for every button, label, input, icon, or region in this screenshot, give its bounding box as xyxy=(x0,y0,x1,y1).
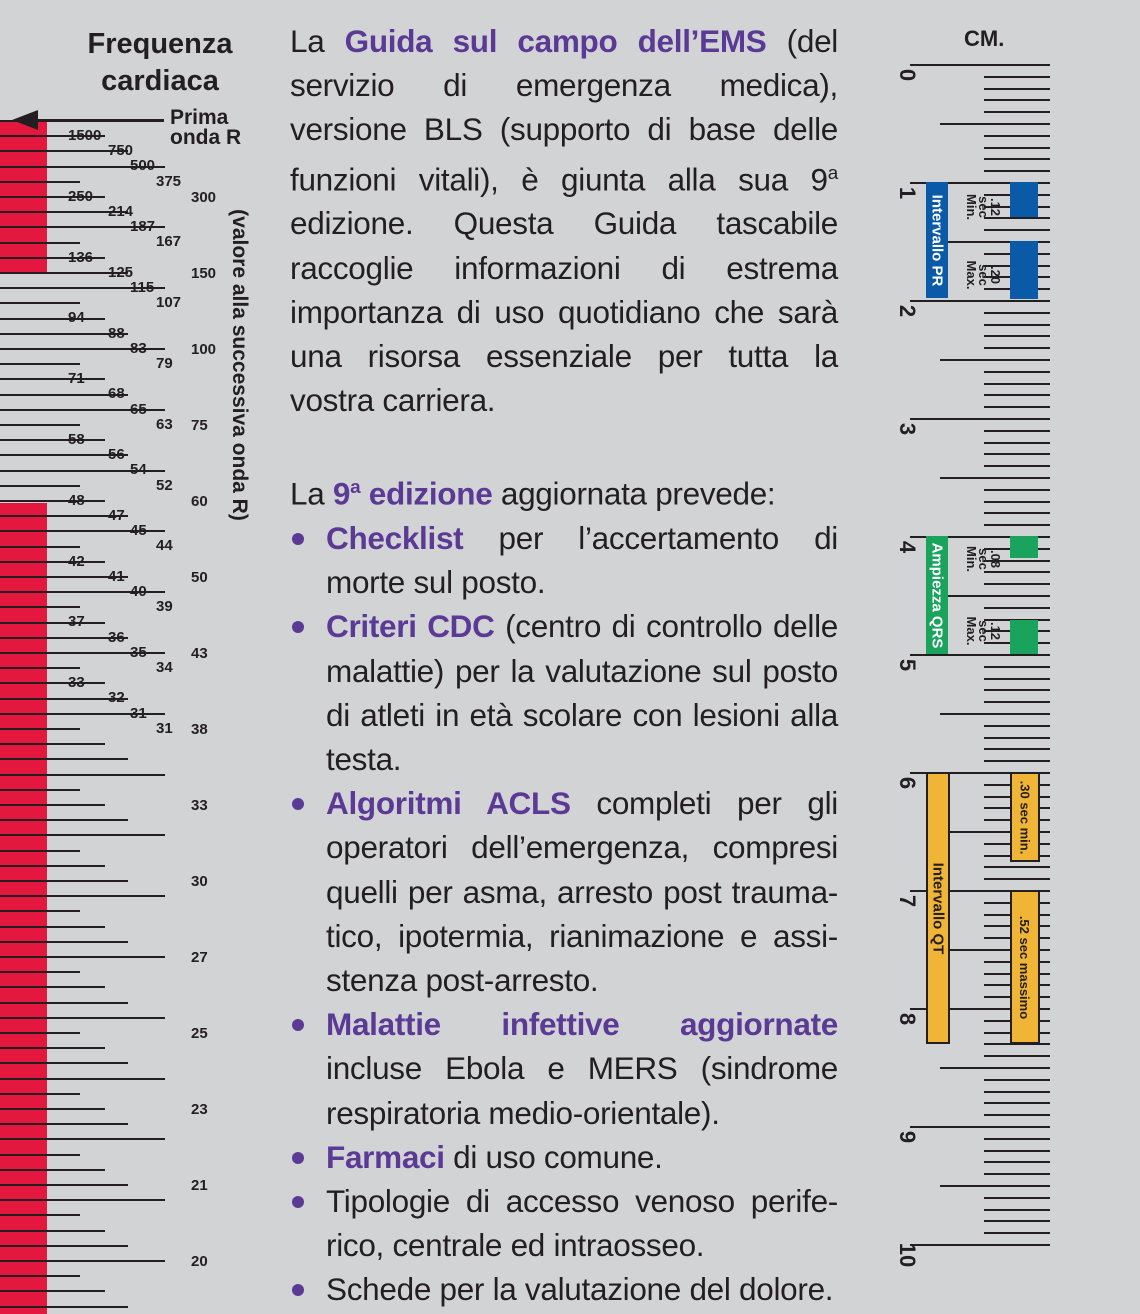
heart-rate-tick xyxy=(0,728,80,730)
cm-tick xyxy=(984,170,1050,172)
heart-rate-value: 35 xyxy=(130,643,147,661)
heart-rate-value: 68 xyxy=(108,385,125,403)
heart-rate-value: 375 xyxy=(156,172,182,190)
cm-number: 0 xyxy=(895,68,920,82)
list-item xyxy=(290,516,838,604)
heart-rate-tick xyxy=(0,606,80,608)
cm-tick xyxy=(984,324,1050,326)
heart-rate-value: 31 xyxy=(130,704,147,722)
list-item-text: Schede per la valutazione del dolore. xyxy=(326,1271,834,1308)
heart-rate-tick xyxy=(0,424,80,426)
cm-tick xyxy=(984,453,1050,455)
cm-tick xyxy=(910,1244,1050,1246)
cm-tick xyxy=(984,678,1050,680)
list-item-text: di uso comune. xyxy=(444,1138,663,1175)
cm-tick xyxy=(984,99,1050,101)
cm-tick xyxy=(984,689,1050,691)
edition-sup: a xyxy=(827,162,838,184)
first-r-wave-label xyxy=(170,108,241,148)
heart-rate-value: 250 xyxy=(68,187,94,205)
pr-max-marker xyxy=(1010,241,1038,299)
pr-max-label: .20 sec Max. xyxy=(964,260,1003,290)
cm-tick xyxy=(910,418,1050,420)
heart-rate-value: 750 xyxy=(108,142,134,160)
heart-rate-tick xyxy=(0,1093,80,1095)
heart-rate-value-outer: 23 xyxy=(191,1101,208,1118)
cm-tick xyxy=(984,725,1050,727)
heart-rate-tick xyxy=(0,485,80,487)
cm-number: 2 xyxy=(895,304,920,318)
heart-rate-value: 107 xyxy=(156,294,182,312)
intro-paragraph xyxy=(290,19,838,422)
first-r-line2: onda R xyxy=(170,126,242,149)
heart-rate-tick xyxy=(0,682,105,684)
qt-min-label: .30 sec min. xyxy=(1017,780,1033,854)
cm-tick xyxy=(940,1185,1050,1187)
cm-tick xyxy=(910,654,1050,656)
heart-rate-value: 33 xyxy=(68,674,85,692)
heart-rate-value-outer: 38 xyxy=(191,721,208,738)
heart-rate-value: 52 xyxy=(156,476,173,494)
cm-tick xyxy=(984,866,1050,868)
heart-rate-tick xyxy=(0,850,80,852)
heart-rate-tick xyxy=(0,1047,105,1049)
heart-rate-value-outer: 43 xyxy=(191,645,208,662)
cm-tick xyxy=(984,607,1050,609)
list-item xyxy=(290,1179,838,1267)
cm-tick xyxy=(984,748,1050,750)
cm-tick xyxy=(984,406,1050,408)
cm-tick xyxy=(984,147,1050,149)
qt-min-box xyxy=(1010,772,1040,862)
heart-rate-value: 71 xyxy=(68,370,85,388)
heart-rate-tick xyxy=(0,1290,105,1292)
list-item xyxy=(290,604,838,781)
heart-rate-tick xyxy=(0,302,80,304)
qrs-min-label: .08 sec Min. xyxy=(964,546,1003,572)
cm-tick xyxy=(984,394,1050,396)
qrs-width-label: Ampiezza QRS xyxy=(928,542,946,648)
features-heading-edition: 9 xyxy=(332,475,351,512)
cm-tick xyxy=(984,1055,1050,1057)
heart-rate-tick xyxy=(0,439,105,441)
heart-rate-value: 63 xyxy=(156,415,173,433)
heart-rate-title-line2: cardiaca xyxy=(101,65,219,97)
features-list xyxy=(290,516,838,1312)
heart-rate-value-outer: 300 xyxy=(191,189,217,206)
heart-rate-tick xyxy=(0,956,165,958)
qt-interval-label: Intervallo QT xyxy=(929,862,947,954)
cm-tick xyxy=(984,701,1050,703)
heart-rate-value: 83 xyxy=(130,339,147,357)
cm-tick xyxy=(984,1114,1050,1116)
heart-rate-value-outer: 21 xyxy=(191,1177,208,1194)
cm-tick xyxy=(984,312,1050,314)
heart-rate-tick xyxy=(0,926,105,928)
pr-min-marker xyxy=(1010,182,1038,217)
cm-title: CM. xyxy=(964,26,1005,51)
cm-tick xyxy=(984,666,1050,668)
heart-rate-value: 42 xyxy=(68,552,85,570)
cm-number: 7 xyxy=(895,894,920,908)
heart-rate-tick xyxy=(0,910,80,912)
heart-rate-tick xyxy=(0,561,105,563)
cm-tick xyxy=(984,512,1050,514)
heart-rate-tick xyxy=(0,1154,80,1156)
heart-rate-tick xyxy=(0,1245,128,1247)
cm-tick xyxy=(984,583,1050,585)
list-item-text: (centro di controllo delle malattie) per la valutazione sul posto di atleti in età scolare con lesioni alla testa. xyxy=(326,608,838,778)
cm-ruler xyxy=(880,0,1140,1314)
heart-rate-tick xyxy=(0,1306,128,1308)
cm-tick xyxy=(984,229,1050,231)
list-item-highlight: Malattie infettive aggiornate xyxy=(326,1006,838,1043)
heart-rate-value: 31 xyxy=(156,719,173,737)
list-item xyxy=(290,1135,838,1179)
cm-tick xyxy=(984,878,1050,880)
heart-rate-value-outer: 50 xyxy=(191,569,208,586)
cm-tick xyxy=(984,760,1050,762)
cm-tick xyxy=(984,1102,1050,1104)
heart-rate-value: 54 xyxy=(130,461,147,479)
list-item-highlight: Algoritmi ACLS xyxy=(326,785,571,822)
list-item xyxy=(290,1267,838,1311)
qrs-max-marker xyxy=(1010,620,1038,654)
heart-rate-tick xyxy=(0,1169,105,1171)
heart-rate-value-outer: 20 xyxy=(191,1253,208,1270)
qrs-max-label: .12 sec Max. xyxy=(964,616,1003,646)
heart-rate-value-outer: 33 xyxy=(191,797,208,814)
heart-rate-tick xyxy=(0,378,105,380)
heart-rate-value: 56 xyxy=(108,446,125,464)
heart-rate-tick xyxy=(0,1138,165,1140)
cm-tick xyxy=(940,123,1050,125)
heart-rate-value: 39 xyxy=(156,598,173,616)
heart-rate-tick xyxy=(0,622,105,624)
heart-rate-value: 45 xyxy=(130,522,147,540)
cm-tick xyxy=(984,430,1050,432)
heart-rate-value: 500 xyxy=(130,157,156,175)
cm-tick xyxy=(984,88,1050,90)
heart-rate-tick xyxy=(0,546,80,548)
heart-rate-tick xyxy=(0,120,80,122)
heart-rate-value-outer: 27 xyxy=(191,949,208,966)
heart-rate-value: 79 xyxy=(156,355,173,372)
heart-rate-tick xyxy=(0,1017,165,1019)
cm-tick xyxy=(910,300,1050,302)
cm-tick xyxy=(984,158,1050,160)
cm-tick xyxy=(984,1138,1050,1140)
heart-rate-value: 47 xyxy=(108,507,125,524)
heart-rate-ruler xyxy=(0,0,270,1314)
cm-tick xyxy=(940,359,1050,361)
heart-rate-title xyxy=(62,26,258,100)
qt-max-box xyxy=(1010,890,1040,1044)
qrs-width-box xyxy=(926,536,948,654)
heart-rate-tick xyxy=(0,1062,128,1064)
cm-tick xyxy=(984,347,1050,349)
cm-number: 1 xyxy=(895,186,920,200)
list-item-text: completi per gli operatori dell’emergenza, compresi quelli per asma, arresto post trauma-tico, ipotermia, rianimazione e assi-stenza post-arresto. xyxy=(326,785,838,999)
heart-rate-tick xyxy=(0,941,128,943)
heart-rate-tick xyxy=(0,1032,80,1034)
heart-rate-value: 65 xyxy=(130,400,147,418)
heart-rate-tick xyxy=(0,834,165,836)
pr-min-label: .12 sec Min. xyxy=(964,194,1003,220)
heart-rate-value: 136 xyxy=(68,248,94,266)
heart-rate-tick xyxy=(0,1123,128,1125)
qt-max-label: .52 sec massimo xyxy=(1017,915,1033,1019)
features-heading xyxy=(290,466,838,516)
cm-tick xyxy=(984,1197,1050,1199)
cm-tick xyxy=(940,713,1050,715)
cm-tick xyxy=(984,489,1050,491)
cm-tick xyxy=(984,1079,1050,1081)
cm-tick xyxy=(910,1126,1050,1128)
heart-rate-value: 88 xyxy=(108,324,125,342)
heart-rate-value-outer: 75 xyxy=(191,417,208,434)
cm-number: 6 xyxy=(895,776,920,790)
list-item-highlight: Criteri CDC xyxy=(326,608,495,645)
heart-rate-tick xyxy=(0,1230,105,1232)
heart-rate-tick xyxy=(0,1108,105,1110)
cm-number: 10 xyxy=(895,1242,920,1268)
cm-tick xyxy=(984,524,1050,526)
features-heading-sup: a xyxy=(350,477,361,499)
heart-rate-value: 1500 xyxy=(68,127,102,144)
heart-rate-tick xyxy=(0,880,128,882)
cm-tick xyxy=(984,1161,1050,1163)
heart-rate-value: 125 xyxy=(108,263,134,281)
list-item-text: Tipologie di accesso venoso perife-rico, centrale ed intraosseo. xyxy=(326,1183,838,1264)
pr-interval-box xyxy=(926,182,948,298)
cm-number: 4 xyxy=(895,540,920,554)
features-heading-b: aggiornata prevede: xyxy=(492,475,776,512)
heart-rate-value: 48 xyxy=(68,491,85,509)
qrs-min-marker xyxy=(1010,536,1038,558)
cm-number: 8 xyxy=(895,1012,920,1026)
heart-rate-tick xyxy=(0,242,80,244)
list-item-highlight: Checklist xyxy=(326,520,464,557)
heart-rate-tick xyxy=(0,895,165,897)
list-item-text: incluse Ebola e MERS (sindrome respiratoria medio-orientale). xyxy=(326,1050,838,1131)
heart-rate-value: 187 xyxy=(130,218,156,236)
cm-number: 5 xyxy=(895,658,920,672)
heart-rate-tick xyxy=(0,1199,165,1201)
cm-tick xyxy=(940,1067,1050,1069)
cm-tick xyxy=(984,335,1050,337)
cm-tick xyxy=(984,383,1050,385)
qt-interval-box xyxy=(926,772,950,1044)
heart-rate-tick xyxy=(0,743,105,745)
cm-tick xyxy=(984,111,1050,113)
cm-number: 3 xyxy=(895,422,920,436)
cm-tick xyxy=(984,371,1050,373)
intro-text-a: La xyxy=(290,23,345,59)
intro-text-b: (del servizio di emergenza medica), versione BLS (supporto di base delle funzioni vitali), è giunta alla sua 9 xyxy=(290,23,838,198)
heart-rate-tick xyxy=(0,1214,80,1216)
cm-tick xyxy=(984,442,1050,444)
heart-rate-tick xyxy=(0,363,80,365)
next-r-wave-text: (valore alla successiva onda R) xyxy=(228,209,251,521)
heart-rate-tick xyxy=(0,774,165,776)
cm-tick xyxy=(984,501,1050,503)
heart-rate-tick xyxy=(0,789,80,791)
heart-rate-value: 32 xyxy=(108,689,125,707)
heart-rate-value: 115 xyxy=(130,279,155,296)
heart-rate-value-outer: 30 xyxy=(191,873,208,890)
heart-rate-value: 44 xyxy=(156,537,173,555)
heart-rate-value: 214 xyxy=(108,203,134,220)
heart-rate-title-line1: Frequenza xyxy=(87,28,233,60)
heart-rate-value-outer: 100 xyxy=(191,341,217,358)
heart-rate-tick xyxy=(0,865,105,867)
cm-tick xyxy=(984,1232,1050,1234)
heart-rate-value-outer: 25 xyxy=(191,1025,208,1042)
cm-tick xyxy=(984,1220,1050,1222)
heart-rate-tick xyxy=(0,971,80,973)
cm-tick xyxy=(984,135,1050,137)
heart-rate-tick xyxy=(0,1184,128,1186)
heart-rate-tick xyxy=(0,1260,165,1262)
cm-tick xyxy=(984,1209,1050,1211)
red-band-bottom xyxy=(0,503,47,1314)
heart-rate-tick xyxy=(0,318,105,320)
heart-rate-value: 36 xyxy=(108,628,125,646)
pr-interval-label: Intervallo PR xyxy=(928,194,946,286)
cm-tick xyxy=(984,1091,1050,1093)
heart-rate-value-outer: 60 xyxy=(191,493,208,510)
cm-tick xyxy=(984,737,1050,739)
cm-tick xyxy=(940,595,1050,597)
cm-tick xyxy=(910,64,1050,66)
cm-tick xyxy=(984,76,1050,78)
heart-rate-value: 167 xyxy=(156,233,182,251)
heart-rate-tick xyxy=(0,804,105,806)
cm-tick xyxy=(984,1173,1050,1175)
cm-number: 9 xyxy=(895,1130,920,1144)
cm-tick xyxy=(940,477,1050,479)
cm-tick xyxy=(984,1150,1050,1152)
cm-tick xyxy=(984,465,1050,467)
heart-rate-value: 94 xyxy=(68,309,85,327)
list-item-highlight: Farmaci xyxy=(326,1138,445,1175)
first-r-line1: Prima xyxy=(170,106,229,129)
intro-text-c: edizione. Questa Guida tascabile raccoglie informazioni di estrema importanza di uso quotidiano che sarà una risorsa essenziale per tutta la vostra carriera. xyxy=(290,205,838,419)
heart-rate-tick xyxy=(0,667,80,669)
heart-rate-value: 58 xyxy=(68,431,85,448)
heart-rate-value: 40 xyxy=(130,583,147,600)
features-heading-a: La xyxy=(290,475,333,512)
features-heading-edition-word: edizione xyxy=(360,475,493,512)
heart-rate-value-outer: 150 xyxy=(191,265,217,282)
list-item xyxy=(290,781,838,1002)
heart-rate-value: 34 xyxy=(156,659,173,676)
heart-rate-value: 41 xyxy=(108,567,125,585)
heart-rate-tick xyxy=(0,1275,80,1277)
heart-rate-tick xyxy=(0,500,105,502)
heart-rate-tick xyxy=(0,1078,165,1080)
heart-rate-tick xyxy=(0,986,105,988)
heart-rate-tick xyxy=(0,181,80,183)
heart-rate-tick xyxy=(0,758,128,760)
list-item-text: per l’accertamento di morte sul posto. xyxy=(326,520,838,601)
guide-title: Guida sul campo dell’EMS xyxy=(344,23,767,59)
heart-rate-tick xyxy=(0,1002,128,1004)
heart-rate-value: 37 xyxy=(68,613,85,631)
list-item xyxy=(290,1002,838,1135)
heart-rate-tick xyxy=(0,819,128,821)
text-column xyxy=(290,19,838,1312)
